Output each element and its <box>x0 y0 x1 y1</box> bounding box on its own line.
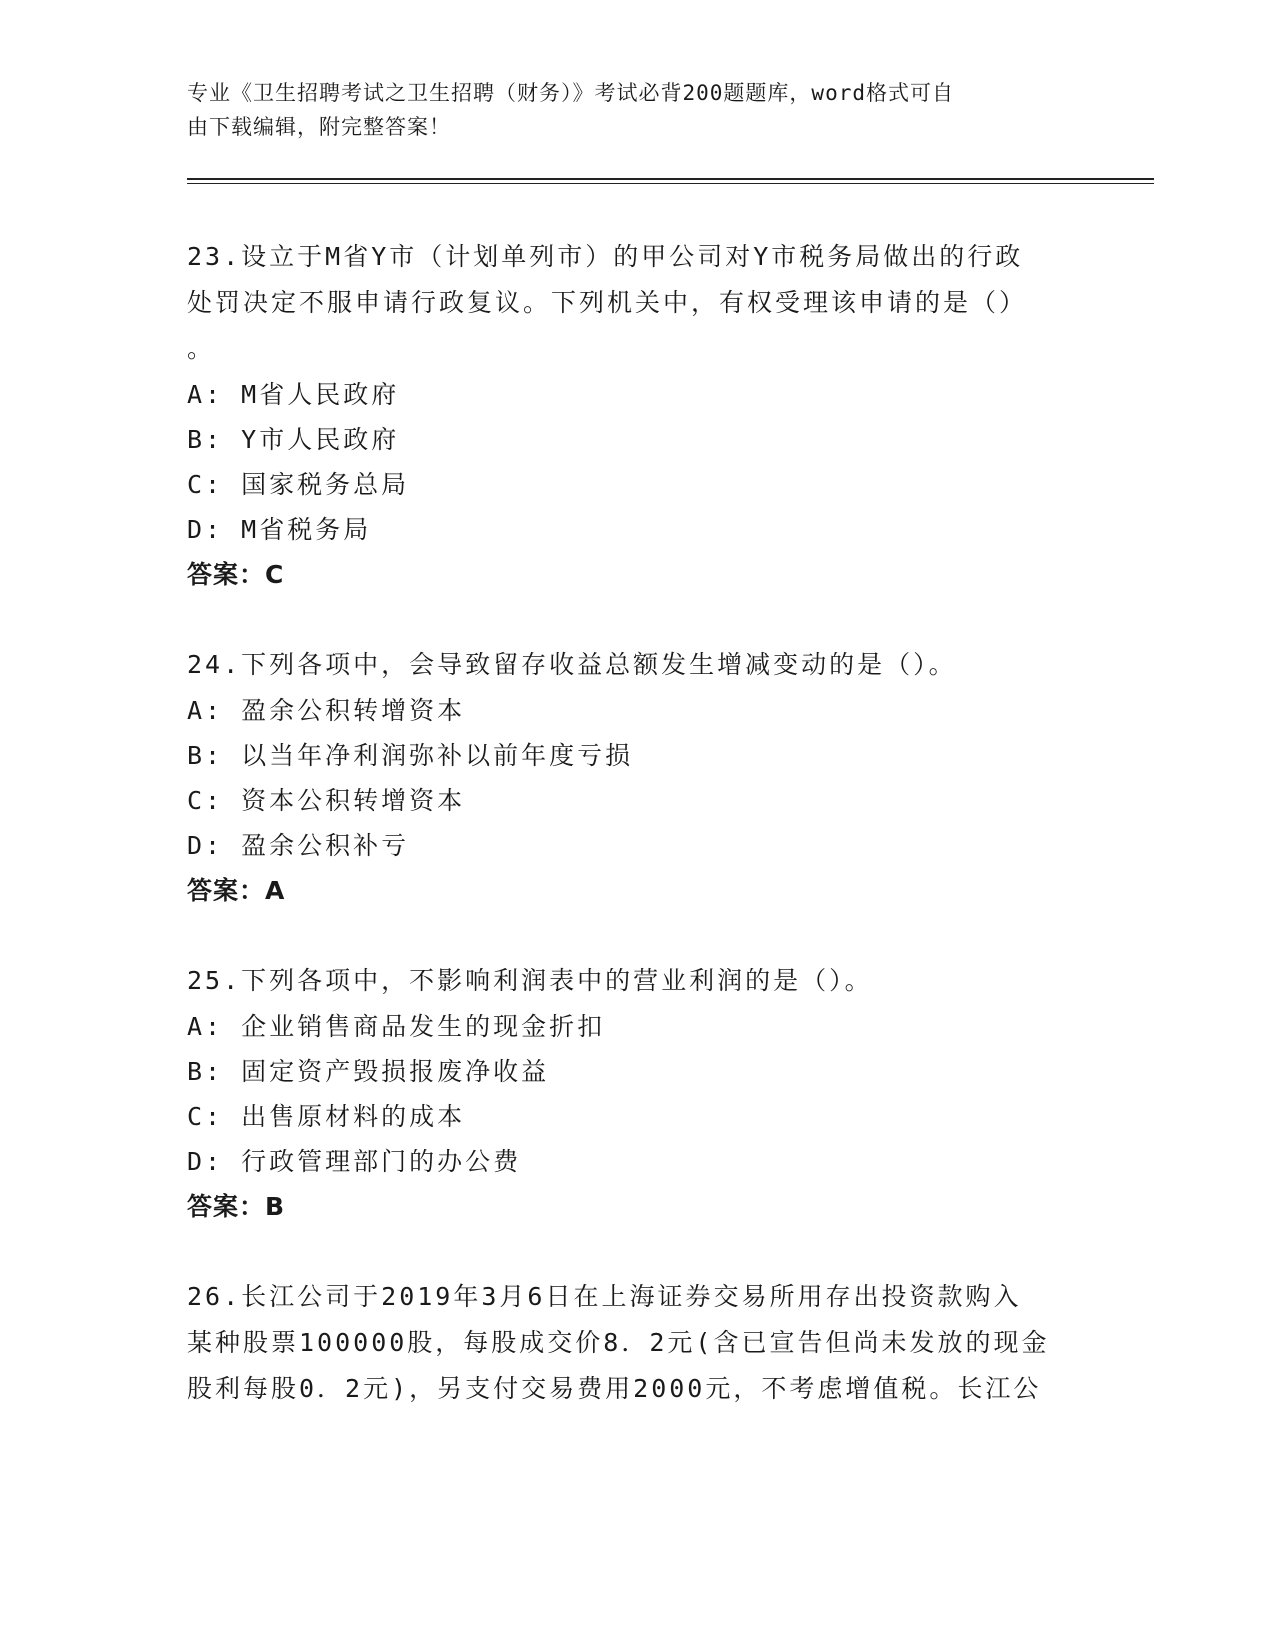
option-b: B: Y市人民政府 <box>187 425 400 454</box>
option-a: A: 企业销售商品发生的现金折扣 <box>187 1012 606 1041</box>
option-c: C: 资本公积转增资本 <box>187 786 466 815</box>
option-a: A: M省人民政府 <box>187 380 400 409</box>
header-line-1: 专业《卫生招聘考试之卫生招聘（财务）》考试必背200题题库，word格式可自 <box>187 81 954 105</box>
question-text-line: 24.下列各项中，会导致留存收益总额发生增减变动的是（）。 <box>187 650 957 679</box>
answer-label: 答案：A <box>187 876 286 905</box>
header-line-2: 由下载编辑，附完整答案！ <box>187 115 451 139</box>
question-list <box>187 234 1087 1456</box>
question-text-line: 25.下列各项中，不影响利润表中的营业利润的是（）。 <box>187 966 873 995</box>
question-25 <box>187 958 1087 1230</box>
question-text-line: 。 <box>187 334 216 363</box>
question-23 <box>187 234 1087 598</box>
option-b: B: 固定资产毁损报废净收益 <box>187 1057 550 1086</box>
answer-label: 答案：C <box>187 560 285 589</box>
question-text-line: 26.长江公司于2019年3月6日在上海证券交易所用存出投资款购入 <box>187 1282 1022 1311</box>
question-text-line: 23.设立于M省Y市（计划单列市）的甲公司对Y市税务局做出的行政 <box>187 242 1024 271</box>
option-d: D: 盈余公积补亏 <box>187 831 410 860</box>
option-d: D: 行政管理部门的办公费 <box>187 1147 522 1176</box>
question-text-line: 股利每股0．2元)，另支付交易费用2000元，不考虑增值税。长江公 <box>187 1374 1042 1403</box>
question-text-line: 某种股票100000股，每股成交价8．2元(含已宣告但尚未发放的现金 <box>187 1328 1050 1357</box>
option-a: A: 盈余公积转增资本 <box>187 696 466 725</box>
option-c: C: 出售原材料的成本 <box>187 1102 466 1131</box>
option-b: B: 以当年净利润弥补以前年度亏损 <box>187 741 634 770</box>
question-26 <box>187 1274 1087 1412</box>
document-header <box>187 76 1057 144</box>
answer-label: 答案：B <box>187 1192 286 1221</box>
header-divider-thin <box>187 183 1154 184</box>
question-24 <box>187 642 1087 914</box>
option-d: D: M省税务局 <box>187 515 372 544</box>
option-c: C: 国家税务总局 <box>187 470 410 499</box>
question-text-line: 处罚决定不服申请行政复议。下列机关中，有权受理该申请的是（） <box>187 288 1028 317</box>
header-divider-thick <box>187 178 1154 180</box>
